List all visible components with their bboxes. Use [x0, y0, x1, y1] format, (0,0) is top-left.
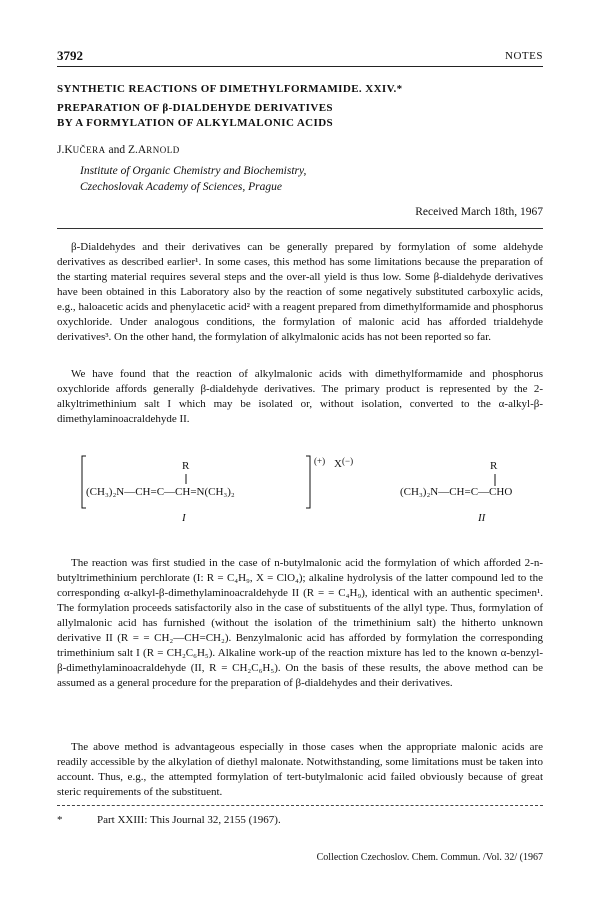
page-number: 3792: [57, 48, 83, 63]
paragraph-2: We have found that the reaction of alkylmalonic acids with dimethylformamide and phosphorus oxychloride affords generally β-dialdehyde derivatives. The primary product is represented by the 2-alkyltrimethinium salt I which may be isolated or, without isolation, converted to the α-alkyl-β-dimethylaminoacraldehyde II.: [57, 368, 543, 425]
formula-i-body: (CH₃)₂N—CH=C—CH=N(CH₃)₂: [86, 486, 235, 498]
formula-i-charge: (+): [314, 456, 326, 466]
received-rule: [57, 228, 543, 229]
received-date: Received March 18th, 1967: [415, 206, 543, 218]
paragraph-4: The above method is advantageous especially in those cases when the appropriate malonic acids are readily accessible by the alkylation of diethyl malonate. Notwithstanding, some limitations must be taken into account. Thus, e.g., the attempted formylation of tert-butylmalonic acid failed obviously because of great steric requirements of the substituent.: [57, 741, 543, 798]
paragraph-3: The reaction was first studied in the case of n-butylmalonic acid the formylation of which afforded 2-n-butyltrimethinium perchlorate (I: R = C₄H₉, X = ClO₄); alkaline hydrolysis of the latter compound led to the corresponding α-alkyl-β-dimethylaminoacraldehyde II (R = = C₄H₉), identical with an authentic specimen¹. The formylation proceeds satisfactorily also in the case of substituents of the allyl type. Thus, formylation of allylmalonic acid has furnished (without the isolation of the trimethinium salt) the hitherto unknown derivative II (R = = CH₂—CH=CH₂). Benzylmalonic acid has afforded by formylation the corresponding trimethinium salt I (R = CH₂C₆H₅). Alkaline work-up of the reaction mixture has led to the known α-benzyl-β-dimethylaminoacraldehyde (II, R = CH₂C₆H₅). On the basis of these results, the above method can be assumed as a general procedure for the preparation of β-dialdehydes and their derivatives.: [57, 557, 543, 689]
footnote-rule: [57, 805, 543, 806]
series-title: SYNTHETIC REACTIONS OF DIMETHYLFORMAMIDE. XXIV.*: [57, 83, 403, 95]
affiliation: Institute of Organic Chemistry and Biochemistry, Czechoslovak Academy of Sciences, Prague: [80, 165, 307, 193]
footnote-text: Part XXIII: This Journal 32, 2155 (1967).: [97, 814, 281, 826]
journal-citation: Collection Czechoslov. Chem. Commun. /Vol. 32/ (1967: [316, 852, 543, 863]
formula-i-anion: X: [334, 458, 342, 470]
formula-ii-substituent: R: [490, 460, 498, 472]
footnote-mark: *: [57, 814, 63, 826]
footnote: [57, 814, 281, 826]
section-label: NOTES: [505, 50, 543, 62]
formula-i-anion-charge: (−): [342, 456, 354, 466]
formula-i-brackets: [80, 450, 340, 520]
article-title-line1: PREPARATION OF β-DIALDEHYDE DERIVATIVES: [57, 102, 333, 114]
formula-ii-label: II: [478, 512, 486, 524]
formula-i-label: I: [182, 512, 186, 524]
article-title-line2: BY A FORMYLATION OF ALKYLMALONIC ACIDS: [57, 117, 334, 129]
formula-i-substituent: R: [182, 460, 190, 472]
formula-ii-body: (CH₃)₂N—CH=C—CHO: [400, 486, 513, 498]
paragraph-1: β-Dialdehydes and their derivatives can be generally prepared by formylation of some aldehyde derivatives as described earlier¹. In some cases, this method has some limitations because the preparation of the starting material requires several steps and the over-all yield is thus low. Some β-dialdehyde derivatives have been obtained in this Laboratory also by the reaction of some negatively substituted carboxylic acids, e.g., haloacetic acids and phenylacetic acid² with a reagent prepared from dimethylformamide and phosphorus oxychloride. Under analogous conditions, the formylation of malonic acid has afforded trialdehyde derivatives³. On the other hand, the formylation of alkylmalonic acids has not been reported so far.: [57, 241, 543, 343]
authors: J.KUČERA and Z.ARNOLD: [57, 144, 180, 156]
header-rule: [57, 66, 543, 67]
